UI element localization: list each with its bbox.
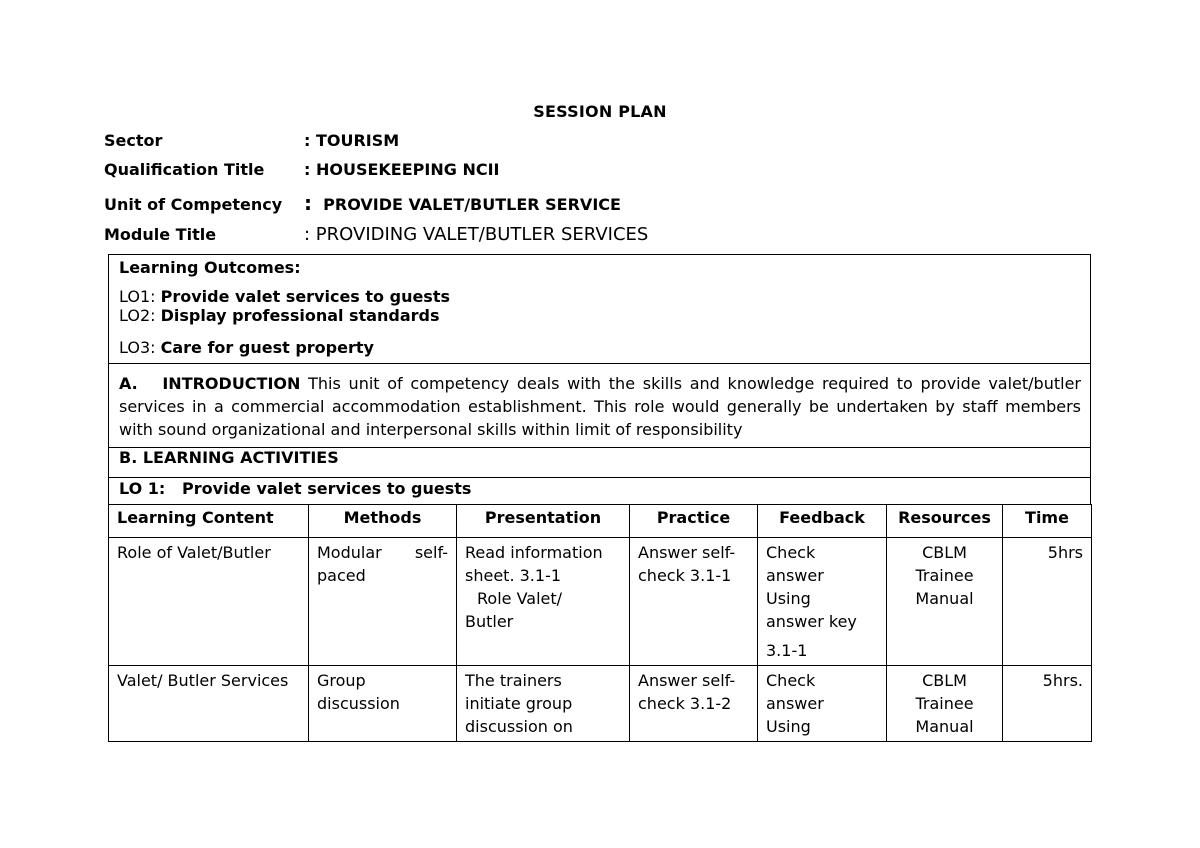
- document-title: SESSION PLAN: [533, 102, 667, 121]
- lo-text: Provide valet services to guests: [160, 287, 450, 306]
- col-practice: Practice: [630, 505, 758, 538]
- sector-value: : TOURISM: [304, 131, 400, 150]
- introduction-heading: A. INTRODUCTION: [119, 374, 301, 393]
- unit-value: PROVIDE VALET/BUTLER SERVICE: [323, 195, 621, 214]
- feedback-line: 3.1-1: [766, 641, 808, 660]
- cell-practice: [630, 538, 758, 666]
- unit-colon: :: [304, 191, 312, 215]
- col-learning-content: Learning Content: [109, 505, 309, 538]
- resources-line: Manual: [915, 589, 974, 608]
- learning-activities-header: B. LEARNING ACTIVITIES: [108, 447, 1091, 478]
- resources-line: Trainee: [915, 566, 974, 585]
- cell-feedback: [758, 538, 887, 666]
- meta-module: [104, 224, 648, 245]
- feedback-line: Using: [766, 589, 811, 608]
- cell-content: Role of Valet/Butler: [109, 538, 309, 666]
- cell-resources: [887, 666, 1003, 742]
- col-presentation: Presentation: [457, 505, 630, 538]
- meta-sector: [104, 131, 399, 150]
- cell-content: Valet/ Butler Services: [109, 666, 309, 742]
- feedback-line: Check: [766, 543, 816, 562]
- cell-practice: [630, 666, 758, 742]
- cell-feedback: [758, 666, 887, 742]
- learning-outcomes-box: [108, 254, 1091, 364]
- meta-qualification: [104, 160, 499, 179]
- presentation-line: initiate group: [465, 694, 573, 713]
- lo-code: LO1:: [119, 287, 156, 306]
- presentation-line: Read information: [465, 543, 603, 562]
- presentation-line: sheet. 3.1-1: [465, 566, 562, 585]
- qualification-value: : HOUSEKEEPING NCII: [304, 160, 500, 179]
- col-methods: Methods: [309, 505, 457, 538]
- cell-methods: [309, 666, 457, 742]
- lo-text: Care for guest property: [160, 338, 374, 357]
- feedback-line: Using: [766, 717, 811, 736]
- lo1-heading: [108, 477, 1091, 505]
- learning-outcomes-header: Learning Outcomes:: [119, 258, 301, 277]
- module-value: : PROVIDING VALET/BUTLER SERVICES: [304, 224, 649, 245]
- introduction-text: This unit of competency deals with the skills and knowledge required to provide valet/butler services in a commercial accommodation establishment. This role would generally be undertaken by staff members with sound organizational and interpersonal skills within limit of responsibility: [119, 374, 1081, 439]
- feedback-line: Check: [766, 671, 816, 690]
- methods-line: Group: [317, 671, 366, 690]
- introduction-box: [108, 363, 1091, 448]
- methods-word: Modular: [317, 543, 382, 562]
- unit-label: Unit of Competency: [104, 195, 283, 214]
- sector-label: Sector: [104, 131, 163, 150]
- practice-line: Answer self-: [638, 543, 736, 562]
- practice-line: check 3.1-2: [638, 694, 732, 713]
- col-time: Time: [1003, 505, 1092, 538]
- feedback-line: answer: [766, 694, 824, 713]
- col-resources: Resources: [887, 505, 1003, 538]
- feedback-line: answer: [766, 566, 824, 585]
- module-label: Module Title: [104, 225, 217, 244]
- lo1-heading-text: LO 1: Provide valet services to guests: [119, 479, 472, 498]
- resources-line: Manual: [915, 717, 974, 736]
- resources-line: CBLM: [922, 543, 967, 562]
- cell-presentation: [457, 538, 630, 666]
- presentation-line: Role Valet/: [477, 589, 563, 608]
- col-feedback: Feedback: [758, 505, 887, 538]
- cell-methods: [309, 538, 457, 666]
- resources-line: CBLM: [922, 671, 967, 690]
- presentation-line: The trainers: [465, 671, 562, 690]
- learning-outcome-item: [119, 287, 1080, 306]
- methods-line: discussion: [317, 694, 400, 713]
- activities-table: [108, 504, 1092, 742]
- practice-line: check 3.1-1: [638, 566, 732, 585]
- table-row: [109, 538, 1092, 666]
- feedback-line: answer key: [766, 612, 857, 631]
- qualification-label: Qualification Title: [104, 160, 265, 179]
- lo-text: Display professional standards: [160, 306, 440, 325]
- lo-code: LO2:: [119, 306, 156, 325]
- cell-time: 5hrs.: [1003, 666, 1092, 742]
- methods-word: self-: [414, 543, 448, 562]
- table-header-row: [109, 505, 1092, 538]
- methods-line: paced: [317, 566, 366, 585]
- cell-time: 5hrs: [1003, 538, 1092, 666]
- meta-unit: [104, 191, 621, 215]
- lo-code: LO3:: [119, 338, 156, 357]
- learning-outcome-item: [119, 338, 1080, 357]
- presentation-line: Butler: [465, 612, 514, 631]
- practice-line: Answer self-: [638, 671, 736, 690]
- cell-resources: [887, 538, 1003, 666]
- presentation-line: discussion on: [465, 717, 573, 736]
- table-row: [109, 666, 1092, 742]
- cell-presentation: [457, 666, 630, 742]
- resources-line: Trainee: [915, 694, 974, 713]
- learning-outcome-item: [119, 306, 1080, 325]
